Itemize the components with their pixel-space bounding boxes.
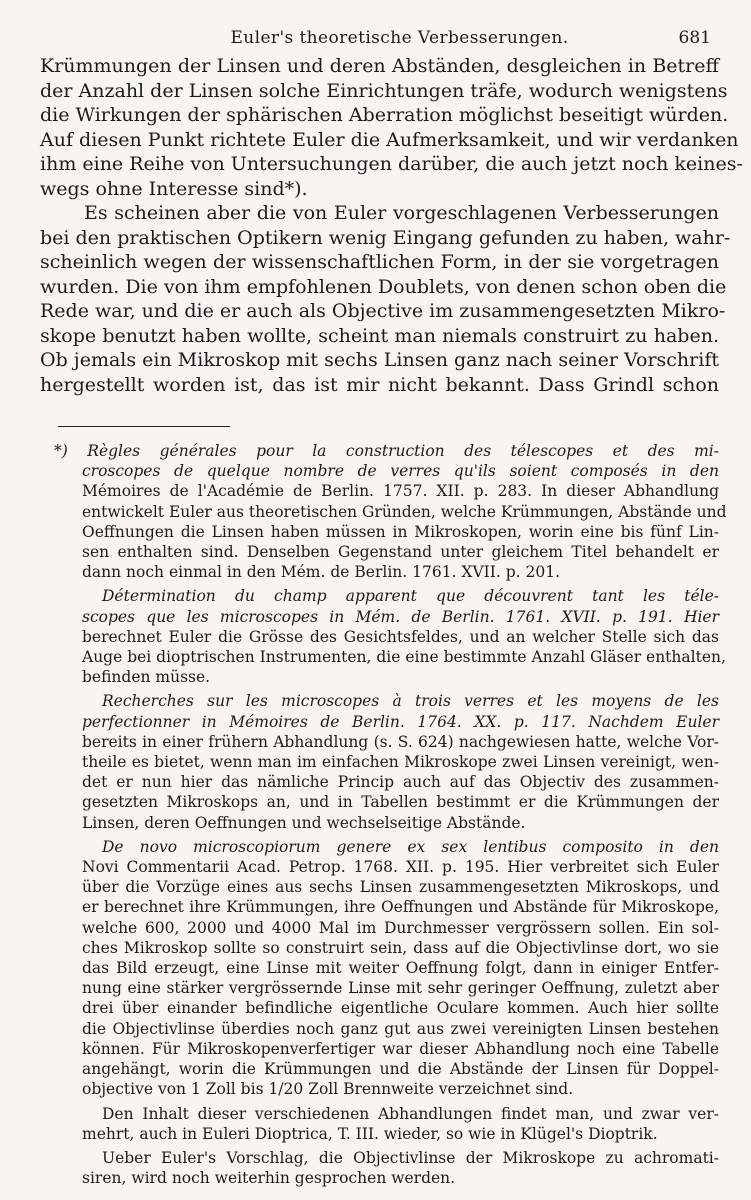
footnote-paragraph [40, 1148, 719, 1188]
main-text [40, 54, 743, 397]
footnote-line: Ueber Euler's Vorschlag, die Objectivlinse der Mikroskope zu achromati- [102, 1148, 719, 1167]
footnotes [40, 441, 727, 1188]
body-line: scheinlich wegen der wissenschaftlichen Form, in der sie vorgetragen [40, 251, 719, 273]
footnote-line: drei über einander befindliche eigentliche Oculare kommen. Auch hier sollte [82, 999, 719, 1018]
footnote-line: *) Règles générales pour la construction des télescopes et des mi- [54, 442, 719, 460]
running-title: Euler's theoretische Verbesserungen. [230, 28, 569, 48]
body-line: hergestellt worden ist, das ist mir nicht bekannt. Dass Grindl schon [40, 373, 719, 396]
footnote-line: dann noch einmal in den Mém. de Berlin. 1761. XVII. p. 201. [82, 563, 561, 582]
footnote-paragraph [40, 586, 726, 687]
footnote-line: siren, wird noch weiterhin gesprochen werden. [82, 1169, 456, 1188]
footnote-line: mehrt, auch in Euleri Dioptrica, T. III. wieder, so wie in Klügel's Dioptrik. [82, 1124, 658, 1143]
body-line: ihm eine Reihe von Untersuchungen darüber, die auch jetzt noch keines- [40, 153, 743, 175]
footnote-line: sen enthalten sind. Denselben Gegenstand unter gleichem Titel behandelt er [82, 543, 719, 562]
footnote-line: det er nun hier das nämliche Princip auch auf das Objectiv des zusammen- [82, 773, 719, 792]
footnote-line: De novo microscopiorum genere ex sex lentibus composito in den [102, 837, 719, 856]
footnote-rule [58, 426, 230, 427]
footnote-line: Oeffnungen die Linsen haben müssen in Mikroskopen, worin eine bis fünf Lin- [82, 522, 719, 541]
page-number: 681 [678, 28, 711, 48]
footnote-line: objective von 1 Zoll bis 1/20 Zoll Brennweite verzeichnet sind. [82, 1080, 574, 1099]
footnote-paragraph [40, 691, 719, 832]
footnote-line: entwickelt Euler aus theoretischen Gründen, welche Krümmungen, Abstände und [82, 502, 727, 521]
footnote-line: ches Mikroskop sollte so construirt sein, dass auf die Objectivlinse dort, wo sie [82, 938, 719, 957]
footnote-line: das Bild erzeugt, eine Linse mit weiter Oeffnung folgt, dann in einiger Entfer- [82, 959, 719, 978]
body-line: der Anzahl der Linsen solche Einrichtungen träfe, wodurch wenigstens [40, 79, 728, 102]
footnote-line: scopes que les microscopes in Mém. de Berlin. 1761. XVII. p. 191. Hier [82, 607, 719, 626]
body-line: die Wirkungen der sphärischen Aberration möglichst beseitigt würden. [40, 104, 729, 126]
body-line: bei den praktischen Optikern wenig Eingang gefunden zu haben, wahr- [40, 226, 731, 249]
body-line: Krümmungen der Linsen und deren Abständen, desgleichen in Betreff [40, 55, 719, 77]
footnote-line: croscopes de quelque nombre de verres qu'ils soient composés in den [82, 462, 719, 481]
footnote-line: Détermination du champ apparent que découvrent tant les téle- [102, 587, 719, 606]
footnote-line: Den Inhalt dieser verschiedenen Abhandlungen findet man, und zwar ver- [102, 1104, 719, 1123]
footnote-line: welche 600, 2000 und 4000 Mal im Durchmesser vergrössern sollen. Ein sol- [82, 918, 719, 937]
footnote-line: Auge bei dioptrischen Instrumenten, die eine bestimmte Anzahl Gläser enthalten, [82, 648, 726, 667]
footnote-line: bereits in einer frühern Abhandlung (s. S. 624) nachgewiesen hatte, welche Vor- [82, 732, 719, 751]
footnote-line: Linsen, deren Oeffnungen und wechselseitige Abstände. [82, 813, 526, 832]
footnote-line: Novi Commentarii Acad. Petrop. 1768. XII. p. 195. Hier verbreitet sich Euler [82, 858, 719, 877]
footnote-line: angehängt, worin die Krümmungen und die Abstände der Linsen für Doppel- [82, 1060, 719, 1079]
footnote-line: gesetzten Mikroskops an, und in Tabellen bestimmt er die Krümmungen der [82, 793, 719, 812]
body-line: Es scheinen aber die von Euler vorgeschlagenen Verbesserungen [84, 202, 719, 224]
footnote-line: nung eine stärker vergrössernde Linse mit sehr geringer Oeffnung, zuletzt aber [82, 979, 719, 998]
body-line: wurden. Die von ihm empfohlenen Doublets, von denen schon oben die [40, 275, 727, 298]
body-line: skope benutzt haben wollte, scheint man niemals construirt zu haben. [40, 324, 719, 347]
footnote-line: Mémoires de l'Académie de Berlin. 1757. XII. p. 283. In dieser Abhandlung [82, 482, 719, 501]
body-line: Rede war, und die er auch als Objective im zusammengesetzten Mikro- [40, 300, 726, 322]
footnote-line: über die Vorzüge eines aus sechs Linsen zusammengesetzten Mikroskops, und [82, 878, 719, 897]
footnote-line: er berechnet ihre Krümmungen, ihre Oeffnungen und Abstände für Mikroskope, [82, 898, 719, 917]
footnote-paragraph [40, 837, 719, 1100]
footnote-line: theile es bietet, wenn man im einfachen Mikroskope zwei Linsen vereinigt, wen- [82, 753, 719, 772]
footnote-line: Recherches sur les microscopes à trois verres et les moyens de les [102, 692, 719, 711]
footnote-line: können. Für Mikroskopenverfertiger war dieser Abhandlung noch eine Tabelle [82, 1039, 719, 1058]
body-line: wegs ohne Interesse sind*). [40, 177, 308, 200]
body-line: Auf diesen Punkt richtete Euler die Aufmerksamkeit, und wir verdanken [40, 128, 739, 151]
footnote-line: perfectionner in Mémoires de Berlin. 1764. XX. p. 117. Nachdem Euler [82, 712, 719, 731]
page-header [40, 0, 719, 50]
footnote-line: berechnet Euler die Grösse des Gesichtsfeldes, und an welcher Stelle sich das [82, 627, 719, 646]
footnote-paragraph [40, 441, 727, 582]
footnote-line: befinden müsse. [82, 668, 211, 687]
footnote-line: die Objectivlinse überdies noch ganz gut aus zwei vereinigten Linsen bestehen [82, 1019, 719, 1038]
footnote-paragraph [40, 1104, 719, 1144]
body-line: Ob jemals ein Mikroskop mit sechs Linsen ganz nach seiner Vorschrift [40, 349, 719, 371]
